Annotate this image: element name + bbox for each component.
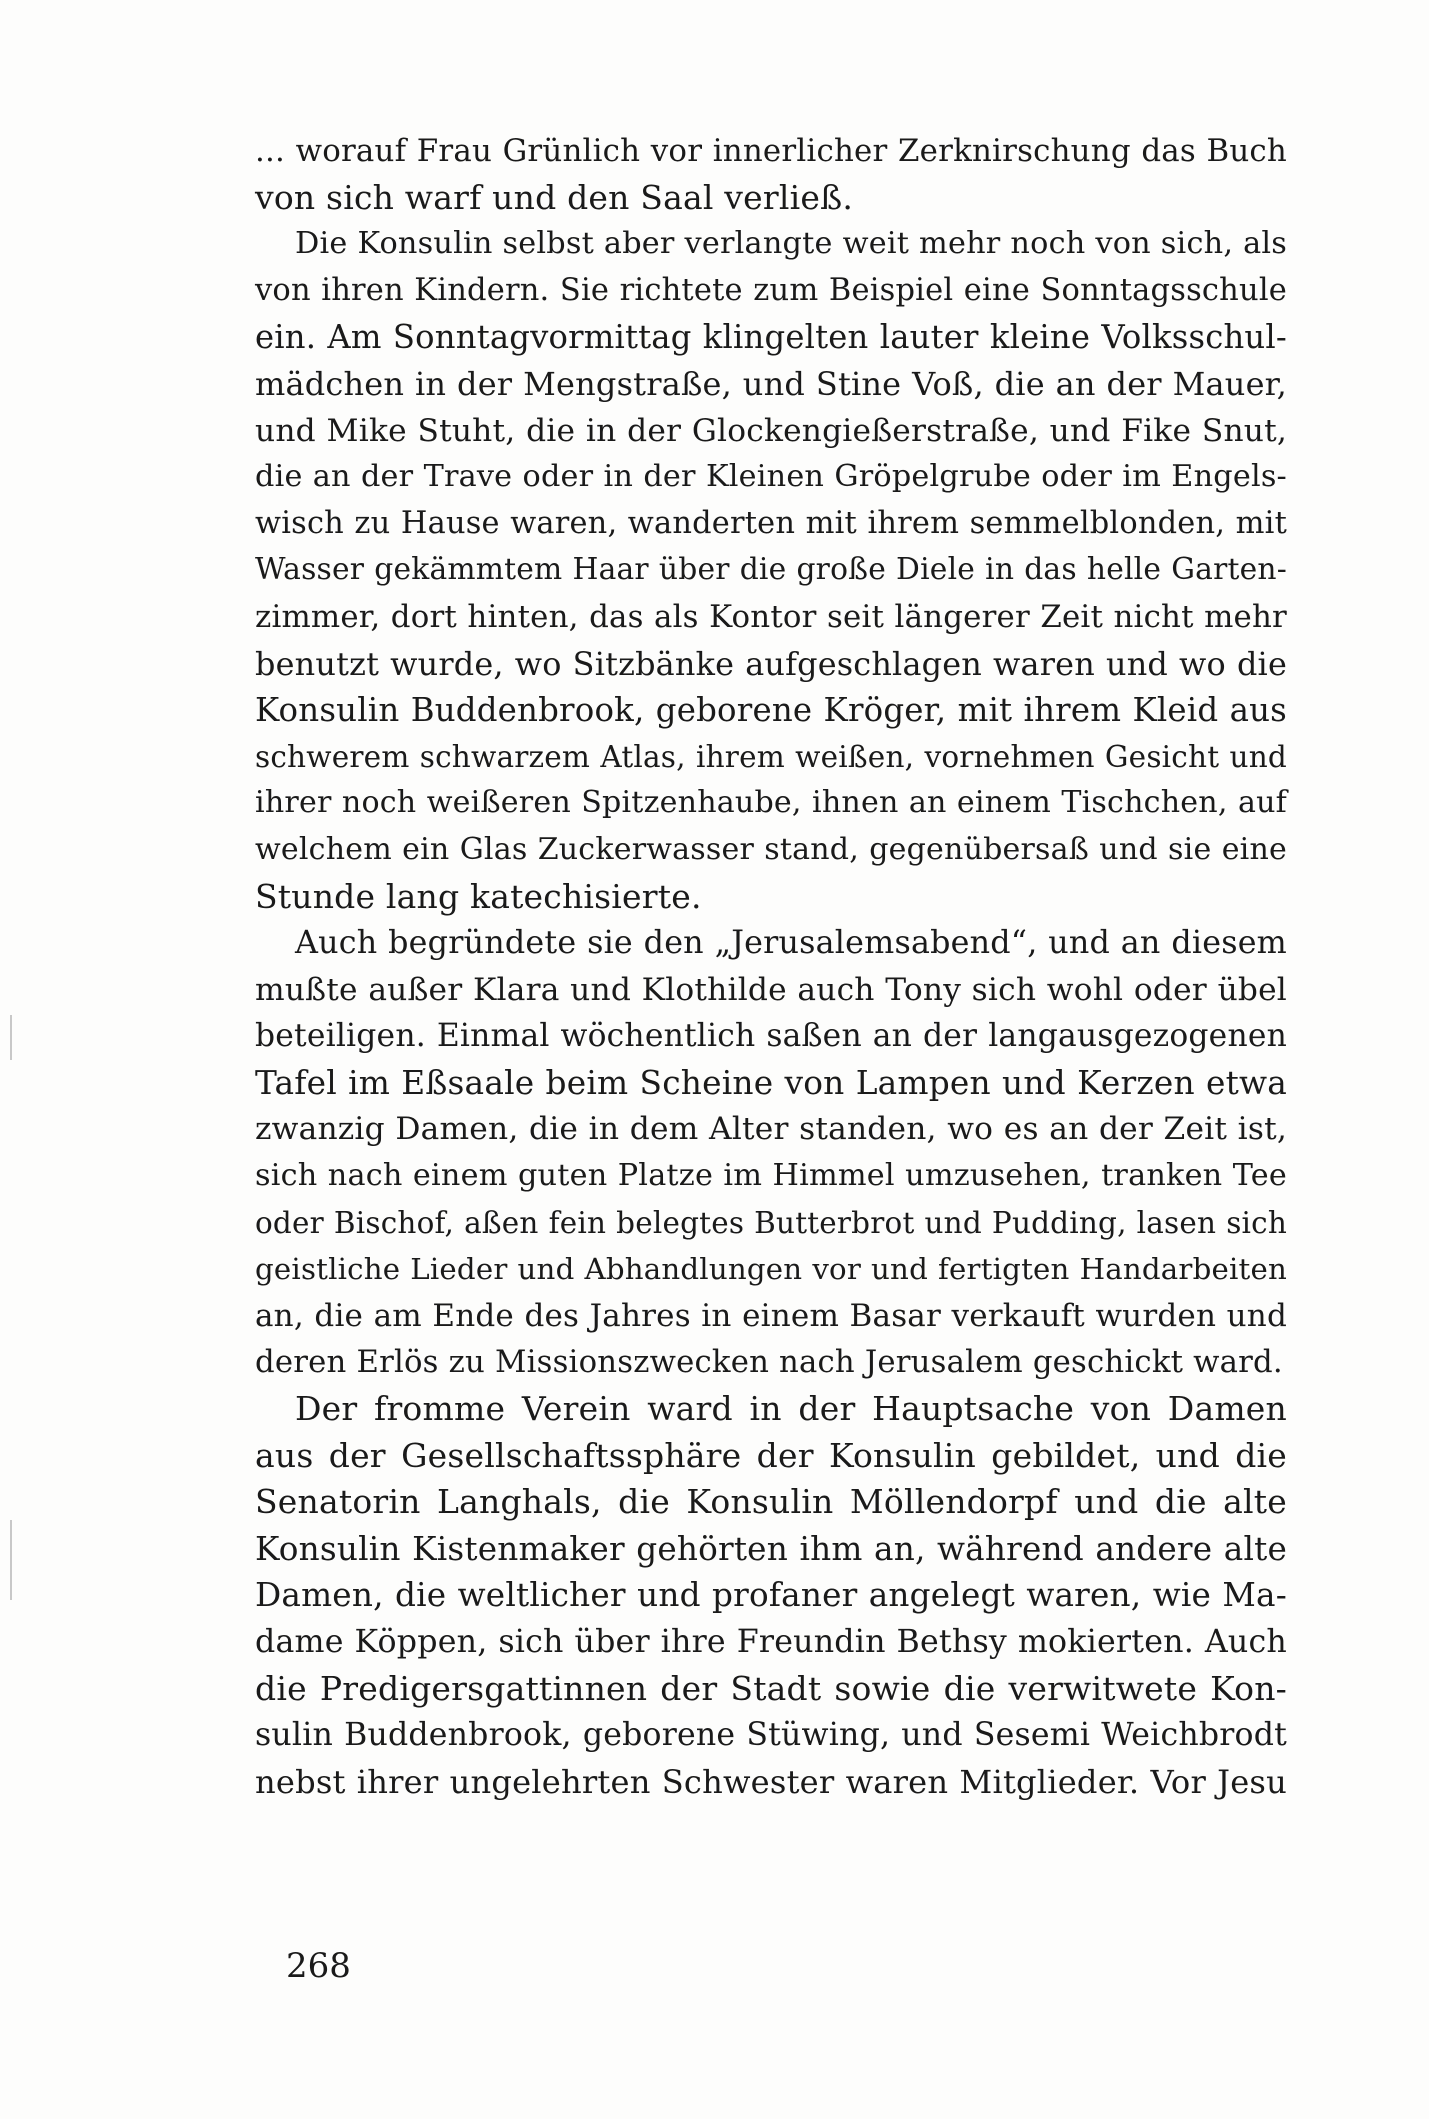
text-line: schwerem schwarzem Atlas, ihrem weißen, vornehmen Gesicht und [255,739,1287,774]
text-line: von ihren Kindern. Sie richtete zum Beispiel eine Sonntagsschule [255,272,1287,308]
page-number: 268 [286,1946,351,1986]
text-line: Die Konsulin selbst aber verlangte weit mehr noch von sich, als [295,226,1287,262]
text-line: mußte außer Klara und Klothilde auch Tony sich wohl oder übel [255,971,1287,1008]
text-line: zwanzig Damen, die in dem Alter standen, wo es an der Zeit ist, [255,1111,1287,1148]
text-line: ... worauf Frau Grünlich vor innerlicher Zerknirschung das Buch [255,133,1287,169]
text-line: zimmer, dort hinten, das als Kontor seit längerer Zeit nicht mehr [255,598,1287,635]
text-line: sulin Buddenbrook, geborene Stüwing, und Sesemi Weichbrodt [255,1717,1287,1754]
text-line: Konsulin Buddenbrook, geborene Kröger, mit ihrem Kleid aus [255,691,1287,730]
text-line: mädchen in der Mengstraße, und Stine Voß, die an der Mauer, [255,364,1287,403]
text-line: die an der Trave oder in der Kleinen Gröpelgrube oder im Engels- [255,459,1287,495]
text-line: die Predigersgattinnen der Stadt sowie die verwitwete Kon- [255,1668,1287,1708]
text-line: von sich warf und den Saal verließ. [255,177,854,217]
text-line: ihrer noch weißeren Spitzenhaube, ihnen an einem Tischchen, auf [255,785,1287,821]
text-line: aus der Gesellschaftssphäre der Konsulin gebildet, und die [255,1435,1287,1475]
text-line: ein. Am Sonntagvormittag klingelten lauter kleine Volksschul- [255,318,1287,357]
text-line: Der fromme Verein ward in der Hauptsache von Damen [295,1389,1287,1429]
text-line: deren Erlös zu Missionszwecken nach Jerusalem geschickt ward. [255,1344,1283,1381]
text-line: Stunde lang katechisierte. [255,876,702,916]
page-edge-mark [10,1015,12,1060]
text-line: dame Köppen, sich über ihre Freundin Bethsy mokierten. Auch [255,1624,1287,1660]
text-line: und Mike Stuht, die in der Glockengießerstraße, und Fike Snut, [255,412,1287,449]
text-line: an, die am Ende des Jahres in einem Basar verkauft wurden und [255,1297,1287,1334]
text-line: Auch begründete sie den „Jerusalemsabend“, und an diesem [295,925,1287,962]
text-line: Konsulin Kistenmaker gehörten ihm an, während andere alte [255,1529,1287,1568]
text-line: benutzt wurde, wo Sitzbänke aufgeschlagen waren und wo die [255,644,1287,683]
text-line: beteiligen. Einmal wöchentlich saßen an der langausgezogenen [255,1018,1287,1055]
text-line: geistliche Lieder und Abhandlungen vor und fertigten Handarbeiten [255,1252,1287,1287]
text-line: Senatorin Langhals, die Konsulin Möllendorpf und die alte [255,1482,1287,1522]
text-line: Damen, die weltlicher und profaner angelegt waren, wie Ma- [255,1576,1287,1615]
text-line: Tafel im Eßsaale beim Scheine von Lampen und Kerzen etwa [255,1063,1287,1102]
text-line: wisch zu Hause waren, wanderten mit ihrem semmelblonden, mit [255,505,1287,541]
text-line: nebst ihrer ungelehrten Schwester waren Mitglieder. Vor Jesu [255,1762,1287,1801]
text-line: Wasser gekämmtem Haar über die große Diele in das helle Garten- [255,552,1287,588]
text-line: welchem ein Glas Zuckerwasser stand, gegenübersaß und sie eine [255,831,1287,867]
page-edge-mark [10,1520,12,1600]
text-line: oder Bischof, aßen fein belegtes Butterbrot und Pudding, lasen sich [255,1205,1287,1240]
body-text [255,128,1287,1805]
text-line: sich nach einem guten Platze im Himmel umzusehen, tranken Tee [255,1158,1287,1194]
